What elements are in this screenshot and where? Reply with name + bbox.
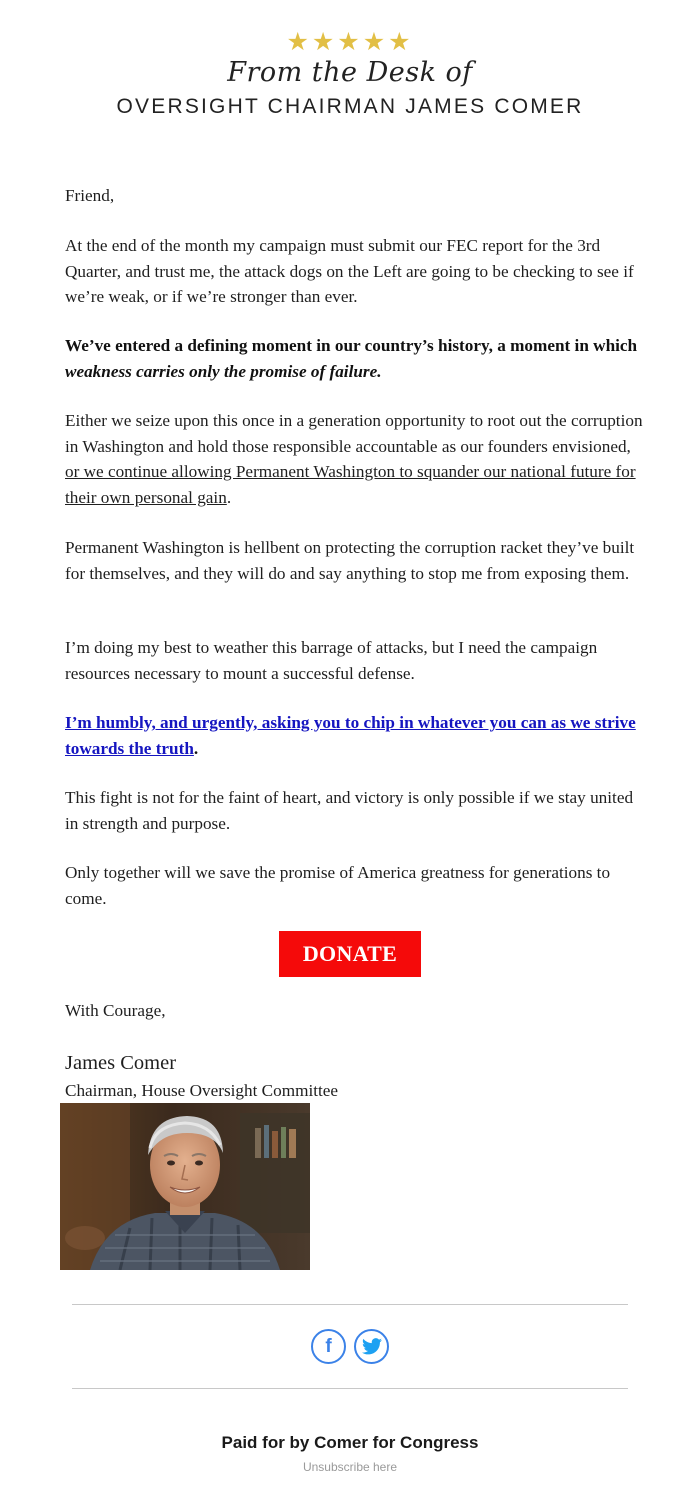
squander-underlined: or we continue allowing Permanent Washington to squander our national future for their own personal gain	[65, 462, 636, 507]
paragraph-hellbent: Permanent Washington is hellbent on protecting the corruption racket they’ve built for themselves, and they will do and say anything to stop me from exposing them.	[65, 538, 635, 583]
twitter-bird-icon	[362, 1338, 382, 1355]
unsubscribe-link[interactable]: Unsubscribe here	[302, 1460, 398, 1474]
paragraph-fight: This fight is not for the faint of heart, and victory is only possible if we stay united in strength and purpose.	[65, 788, 634, 833]
paragraph-defining-moment	[65, 333, 645, 384]
weakness-emphasis: weakness carries only the promise of failure.	[65, 361, 382, 381]
seize-text: Either we seize upon this once in a generation opportunity to root out the corruption in Washington and hold those responsible accountable as our founders envisioned,	[65, 411, 643, 456]
greeting: Friend,	[65, 186, 115, 205]
paragraph-together: Only together will we save the promise of America greatness for generations to come.	[65, 863, 611, 908]
paid-for-disclaimer: Paid for by Comer for Congress	[221, 1433, 479, 1452]
defining-moment-text: We’ve entered a defining moment in our country’s history, a moment in which	[65, 336, 638, 355]
facebook-glyph: f	[325, 1336, 332, 1357]
divider-bottom	[72, 1388, 628, 1389]
seize-end: .	[226, 487, 232, 507]
signature-title: Chairman, House Oversight Committee	[65, 1081, 339, 1100]
divider-top	[72, 1304, 628, 1305]
donate-button[interactable]: DONATE	[279, 931, 421, 977]
signature-name: James Comer	[65, 1052, 177, 1074]
closing: With Courage,	[65, 1001, 166, 1020]
paragraph-chip-in	[65, 710, 645, 761]
desk-of-heading: From the Desk of	[227, 57, 473, 88]
paragraph-seize-opportunity	[65, 408, 645, 510]
paragraph-barrage: I’m doing my best to weather this barrage of attacks, but I need the campaign resources necessary to mount a successful defense.	[65, 638, 598, 683]
chip-in-end: .	[193, 738, 199, 758]
paragraph-fec-report: At the end of the month my campaign must submit our FEC report for the 3rd Quarter, and trust me, the attack dogs on the Left are going to be checking to see if we’re weak, or if we’re stronger than ever.	[65, 236, 634, 306]
portrait-photo	[60, 1103, 310, 1270]
twitter-icon[interactable]	[354, 1329, 389, 1364]
chip-in-link[interactable]: I’m humbly, and urgently, asking you to chip in whatever you can as we strive towards the truth	[65, 713, 636, 758]
facebook-icon[interactable]	[311, 1329, 346, 1364]
rating-stars: ★★★★★	[286, 27, 414, 56]
chairman-heading: OVERSIGHT CHAIRMAN JAMES COMER	[116, 95, 584, 118]
